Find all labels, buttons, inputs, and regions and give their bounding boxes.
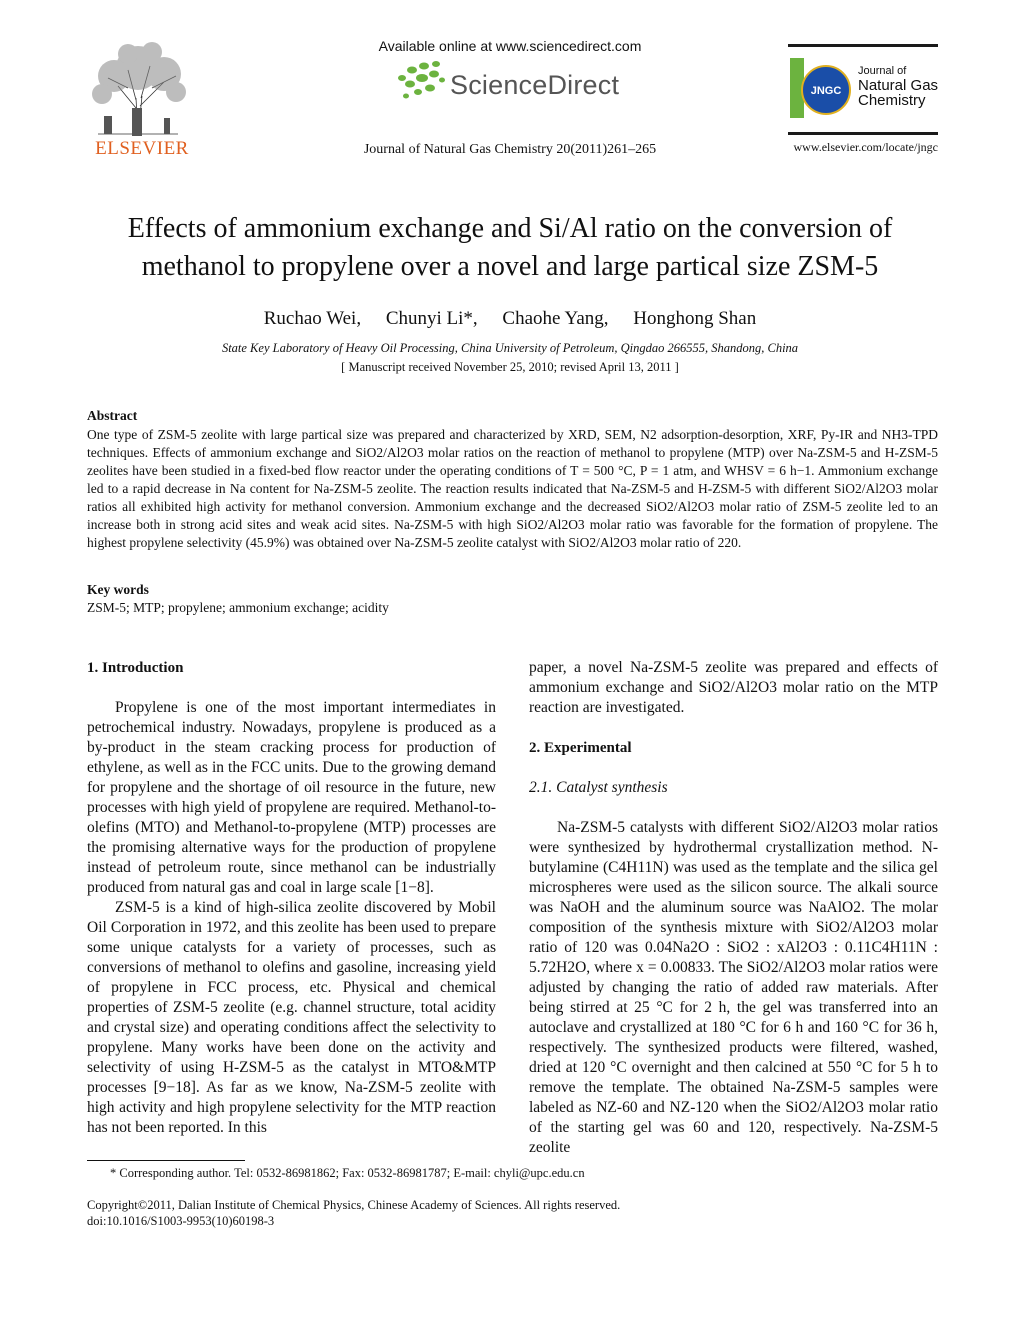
doi-line[interactable]: doi:10.1016/S1003-9953(10)60198-3 [87,1214,275,1228]
subsection-heading-catalyst-synthesis: 2.1. Catalyst synthesis [529,779,668,796]
jngc-top-rule [788,44,938,47]
footnote-rule [87,1160,245,1161]
article-title [60,210,960,286]
jngc-bottom-rule [788,132,938,135]
author-name[interactable]: Chaohe Yang, [502,308,609,329]
abstract-heading: Abstract [87,408,138,423]
abstract-text: One type of ZSM-5 zeolite with large partical size was prepared and characterized by XRD, SEM, N2 adsorption-desorption, XRF, Py-IR and NH3-TPD techniques. Effects of ammonium exchange and SiO2/Al2O3 molar ratios on the reaction of methanol to propylene (MTP) over Na-ZSM-5 and H-ZSM-5 zeolites have been studied in a fixed-bed flow reactor under the operating conditions of T = 500 °C, P = 1 atm, and WHSV = 6 h−1. Ammonium exchange led to a rapid decrease in Na content for Na-ZSM-5 zeolite. The reaction results indicated that Na-ZSM-5 and H-ZSM-5 with different SiO2/Al2O3 molar ratios all exhibited high activity for methanol conversion. Ammonium exchange and the decreased SiO2/Al2O3 molar ratio of ZSM-5 zeolite led to an increase both in strong acid sites and weak acid sites. Na-ZSM-5 with high SiO2/Al2O3 molar ratio was favorable for the formation of propylene. The highest propylene selectivity (45.9%) was obtained over Na-ZSM-5 zeolite catalyst with SiO2/Al2O3 molar ratio of 220. [87,427,938,550]
left-column [87,658,496,1138]
spacer [529,798,938,818]
section-heading-experimental: 2. Experimental [529,740,632,756]
intro-paragraph-continued: paper, a novel Na-ZSM-5 zeolite was prepared and effects of ammonium exchange and SiO2/Al2O3 molar ratio on the MTP reaction are investigated. [529,659,938,716]
title-line-2: methanol to propylene over a novel and large partical size ZSM-5 [141,251,879,282]
copyright-line: Copyright©2011, Dalian Institute of Chemical Physics, Chinese Academy of Sciences. All rights reserved. [87,1198,621,1212]
keywords-list: ZSM-5; MTP; propylene; ammonium exchange; acidity [87,600,389,615]
right-column [529,658,938,1158]
jngc-name-line3: Chemistry [858,92,926,110]
keywords-heading: Key words [87,582,149,597]
author-name[interactable]: Chunyi Li*, [385,308,478,329]
author-list [60,308,960,330]
synthesis-paragraph: Na-ZSM-5 catalysts with different SiO2/Al2O3 molar ratios were synthesized by hydrothermal crystallization method. N-butylamine (C4H11N) was used as the template and the silica gel microspheres were used as the silicon source. The alkali source was NaOH and the aluminum source was NaAlO2. The molar composition of the synthesis mixture with SiO2/Al2O3 molar ratio of 120 was 0.04Na2O : SiO2 : xAl2O3 : 0.11C4H11N : 5.72H2O, where x = 0.00833. The SiO2/Al2O3 molar ratios were adjusted by changing the ratio of added raw materials. After being stirred at 25 °C for 2 h, the gel was transferred into an autoclave and crystallized at 180 °C for 6 h and 160 °C for 36 h, respectively. The synthesized products were filtered, washed, dried at 120 °C overnight and then calcined at 550 °C for 5 h to remove the template. The obtained Na-ZSM-5 samples were labeled as NZ-60 and NZ-120 when the SiO2/Al2O3 molar ratio of the starting gel was 60 and 120, respectively. Na-ZSM-5 zeolite [529,819,938,1156]
title-line-1: Effects of ammonium exchange and Si/Al ratio on the conversion of [127,213,893,244]
elsevier-wordmark: ELSEVIER [95,138,189,159]
affiliation: State Key Laboratory of Heavy Oil Processing, China University of Petroleum, Qingdao 266555, Shandong, China [221,341,799,355]
jngc-name-line1: Journal of [858,65,907,77]
manuscript-dates: [ Manuscript received November 25, 2010; revised April 13, 2011 ] [341,360,679,374]
jngc-journal-name [858,66,938,109]
available-online-line[interactable]: Available online at www.sciencedirect.com [378,38,642,54]
spacer [87,678,496,698]
sciencedirect-wordmark: ScienceDirect [450,70,620,100]
copyright-block [87,1197,937,1229]
spacer [529,718,938,738]
journal-citation: Journal of Natural Gas Chemistry 20(2011)261–265 [363,142,657,157]
jngc-badge-text: JNGC [810,85,842,97]
corresponding-author-footnote: * Corresponding author. Tel: 0532-86981862; Fax: 0532-86981787; E-mail: chyli@upc.edu.cn [110,1166,585,1180]
intro-paragraph-2: ZSM-5 is a kind of high-silica zeolite discovered by Mobil Oil Corporation in 1972, and this zeolite has been used to prepare some unique catalysts for a variety of processes, such as conversions of methanol to olefins and gasoline, increasing yield of propylene in FCC process, etc. Physical and chemical properties of ZSM-5 zeolite (e.g. channel structure, total acidity and crystal size) and operating conditions affect the selectivity to propylene. Many works have been done on the activity and selectivity of using H-ZSM-5 as the catalyst in MTO&MTP processes [9−18]. As far as we know, Na-ZSM-5 zeolite with high activity and high propylene selectivity for the MTP reaction has not been reported. In this [87,899,496,1136]
journal-url-link[interactable]: www.elsevier.com/locate/jngc [793,140,938,154]
author-name[interactable]: Honghong Shan [633,308,757,329]
jngc-badge-logo [788,52,852,124]
author-name[interactable]: Ruchao Wei, [263,308,362,329]
section-heading-introduction: 1. Introduction [87,660,184,676]
intro-paragraph-1: Propylene is one of the most important intermediates in petrochemical industry. Nowadays, propylene is produced as a by-product in the steam cracking process for production of ethylene, as well as in the FCC units. Due to the growing demand for propylene and the shortage of oil resource in the future, new processes with high yield of propylene are required. Methanol-to-olefins (MTO) and Methanol-to-propylene (MTP) processes are the promising alternative ways for the production of propylene instead of petroleum route, since methanol can be industrially produced from natural gas and coal in large scale [1−8]. [87,699,496,896]
jngc-name-line2: Natural Gas [858,76,939,94]
spacer [529,758,938,778]
